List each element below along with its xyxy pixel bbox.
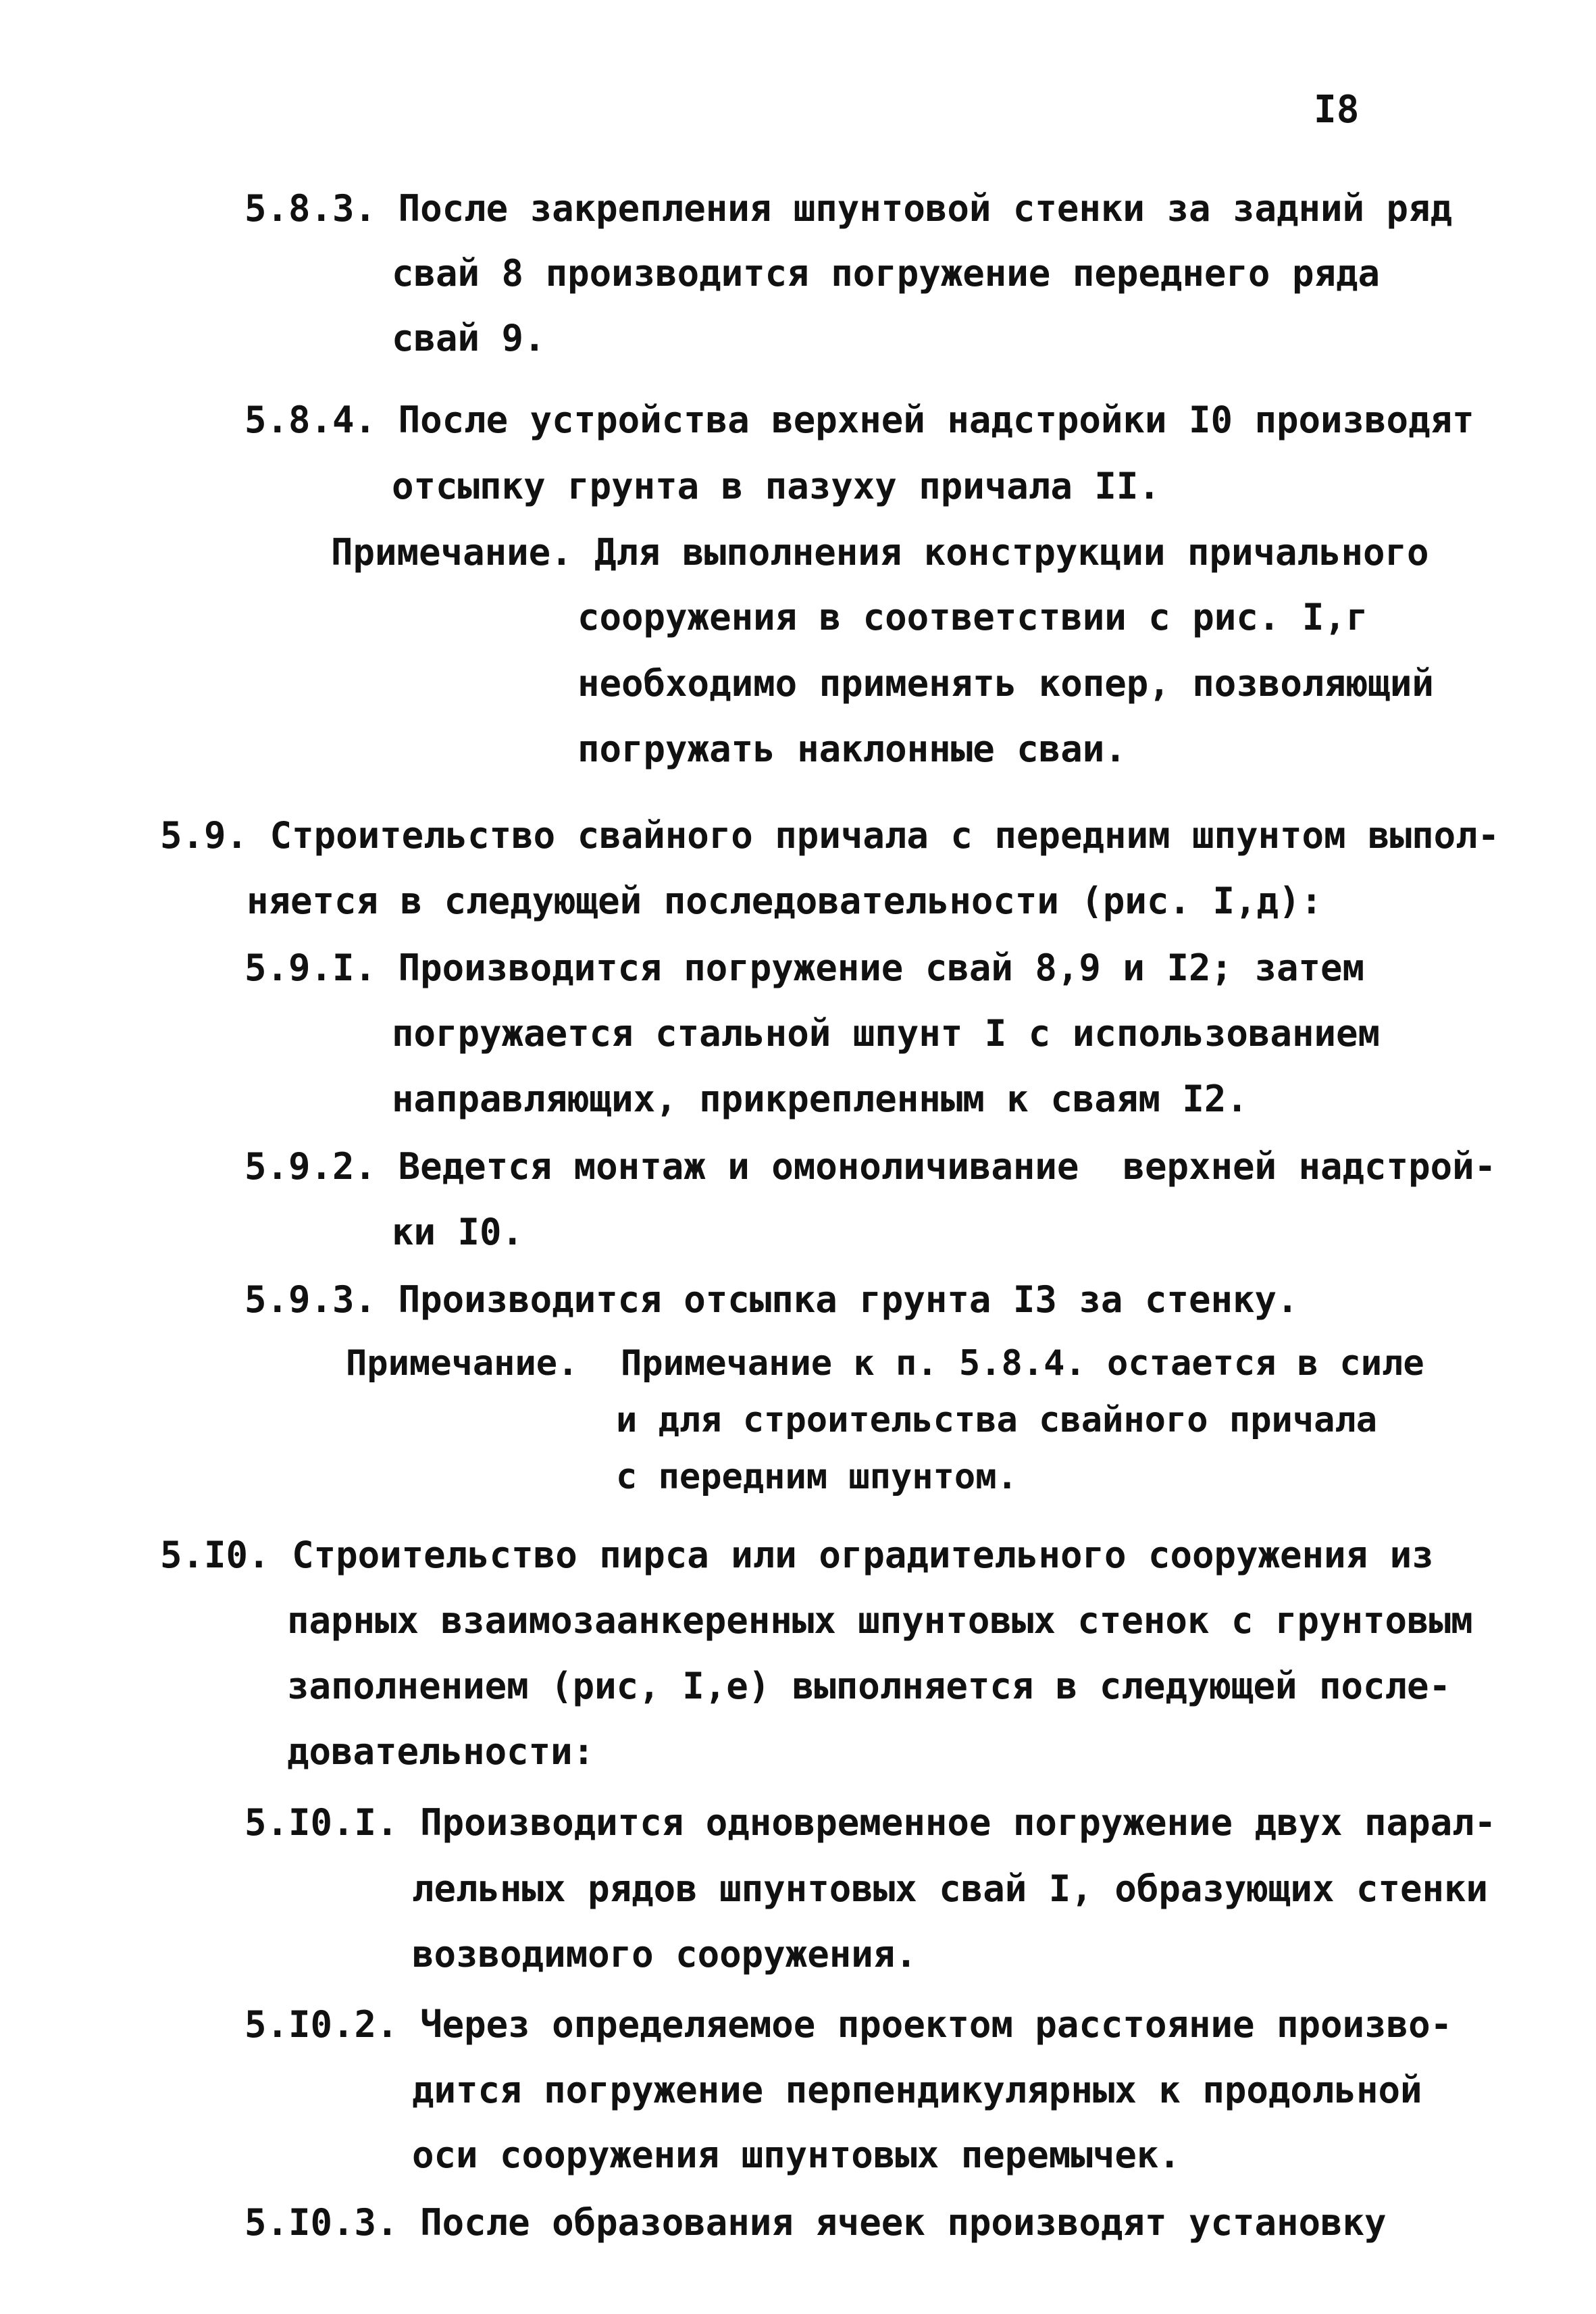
text-line: погружается стальной шпунт I с использованием [392, 1012, 1380, 1055]
text-line: направляющих, прикрепленным к сваям I2. [392, 1078, 1248, 1120]
page-number: I8 [1314, 88, 1360, 132]
text-line: 5.9.I. Производится погружение свай 8,9 и I2; затем [244, 947, 1365, 989]
section-heading-line: 5.I0. Строительство пирса или оградительного сооружения из [160, 1534, 1434, 1576]
text-line: 5.8.4. После устройства верхней надстройки I0 производят [244, 399, 1474, 441]
text-line: необходимо применять копер, позволяющий [577, 662, 1434, 705]
text-line: ки I0. [392, 1211, 524, 1253]
text-line: довательности: [287, 1730, 595, 1773]
text-line: лельных рядов шпунтовых свай I, образующих стенки [412, 1867, 1489, 1910]
text-line: возводимого сооружения. [412, 1933, 917, 1976]
text-line: свай 9. [392, 317, 546, 359]
text-line: 5.9.2. Ведется монтаж и омоноличивание верхней надстрой- [244, 1145, 1497, 1188]
note-label-line: Примечание. Примечание к п. 5.8.4. остается в силе [346, 1343, 1424, 1384]
text-line: сооружения в соответствии с рис. I,г [577, 596, 1368, 638]
text-line: дится погружение перпендикулярных к продольной [412, 2069, 1422, 2111]
note-label-line: Примечание. Для выполнения конструкции причального [331, 531, 1429, 574]
text-line: 5.8.3. После закрепления шпунтовой стенки за задний ряд [244, 187, 1453, 230]
text-line: 5.I0.2. Через определяемое проектом расстояние произво- [244, 2003, 1453, 2046]
text-line: парных взаимозаанкеренных шпунтовых стенок с грунтовым [287, 1599, 1473, 1642]
text-line: оси сооружения шпунтовых перемычек. [412, 2134, 1181, 2176]
text-line: свай 8 производится погружение переднего ряда [392, 252, 1380, 295]
text-line: заполнением (рис, I,е) выполняется в следующей после- [287, 1665, 1451, 1707]
text-line: 5.9.3. Производится отсыпка грунта I3 за стенку. [244, 1278, 1299, 1321]
text-line: погружать наклонные сваи. [577, 728, 1127, 770]
text-line: 5.I0.3. После образования ячеек производят установку [244, 2201, 1387, 2244]
section-heading-line: 5.9. Строительство свайного причала с передним шпунтом выпол- [160, 814, 1500, 857]
text-line: 5.I0.I. Производится одновременное погружение двух парал- [244, 1801, 1497, 1844]
text-line: няется в следующей последовательности (рис. I,д): [247, 880, 1323, 922]
text-line: с передним шпунтом. [616, 1457, 1018, 1497]
text-line: отсыпку грунта в пазуху причала II. [392, 465, 1160, 507]
text-line: и для строительства свайного причала [616, 1400, 1378, 1440]
